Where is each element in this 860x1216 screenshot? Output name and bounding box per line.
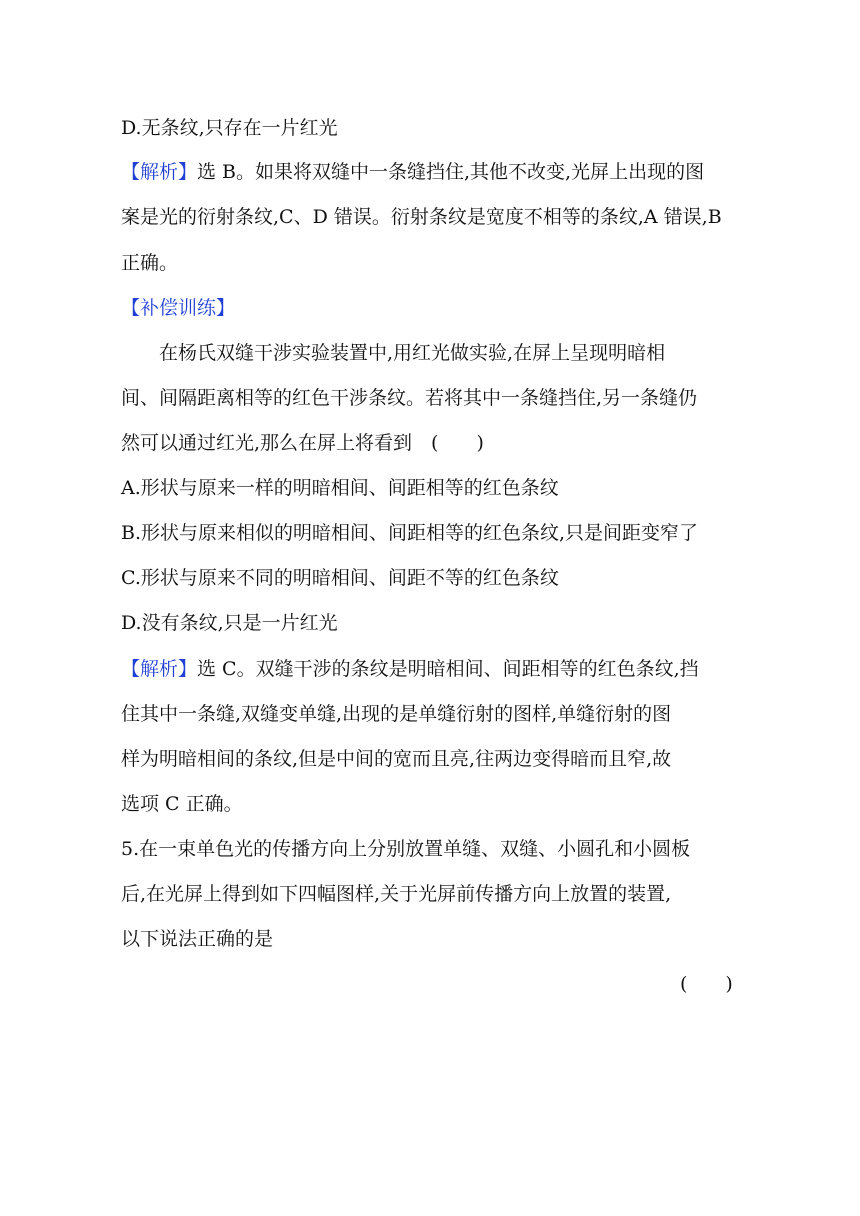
question5-line-3: 以下说法正确的是 [121,928,274,950]
question5-line-2: 后,在光屏上得到如下四幅图样,关于光屏前传播方向上放置的装置, [121,883,672,905]
supplement-option-b: B.形状与原来相似的明暗相间、间距相等的红色条纹,只是间距变窄了 [121,522,699,544]
analysis1-line-1 [121,160,741,184]
analysis2-line-3: 样为明暗相间的条纹,但是中间的宽而且亮,往两边变得暗而且窄,故 [121,748,672,770]
supplement-tag: 【补偿训练】 [121,297,236,319]
analysis1-line-2: 案是光的衍射条纹,C、D 错误。衍射条纹是宽度不相等的条纹,A 错误,B [121,206,722,228]
analysis2-line-2: 住其中一条缝,双缝变单缝,出现的是单缝衍射的图样,单缝衍射的图 [121,703,672,725]
supplement-option-a: A.形状与原来一样的明暗相间、间距相等的红色条纹 [121,477,559,499]
prev-option-d: D.无条纹,只存在一片红光 [121,117,338,139]
analysis2-text-1: 选 C。双缝干涉的条纹是明暗相间、间距相等的红色条纹,挡 [197,658,699,680]
analysis2-line-1 [121,657,741,681]
supplement-option-d: D.没有条纹,只是一片红光 [121,612,338,634]
supplement-question-line-2: 间、间隔距离相等的红色干涉条纹。若将其中一条缝挡住,另一条缝仍 [121,387,698,409]
analysis2-tag: 【解析】 [121,658,198,680]
question5-line-1: 5.在一束单色光的传播方向上分别放置单缝、双缝、小圆孔和小圆板 [121,838,691,860]
analysis1-tag: 【解析】 [121,161,198,183]
analysis2-line-4: 选项 C 正确。 [121,793,243,815]
question5-answer-bracket: ( ) [680,973,733,995]
analysis1-line-3: 正确。 [121,252,179,274]
analysis1-text-1: 选 B。如果将双缝中一条缝挡住,其他不改变,光屏上出现的图 [197,161,705,183]
supplement-question-line-3: 然可以通过红光,那么在屏上将看到 ( ) [121,432,484,454]
supplement-question-line-1: 在杨氏双缝干涉实验装置中,用红光做实验,在屏上呈现明暗相 [159,342,666,364]
supplement-option-c: C.形状与原来不同的明暗相间、间距不等的红色条纹 [121,567,559,589]
